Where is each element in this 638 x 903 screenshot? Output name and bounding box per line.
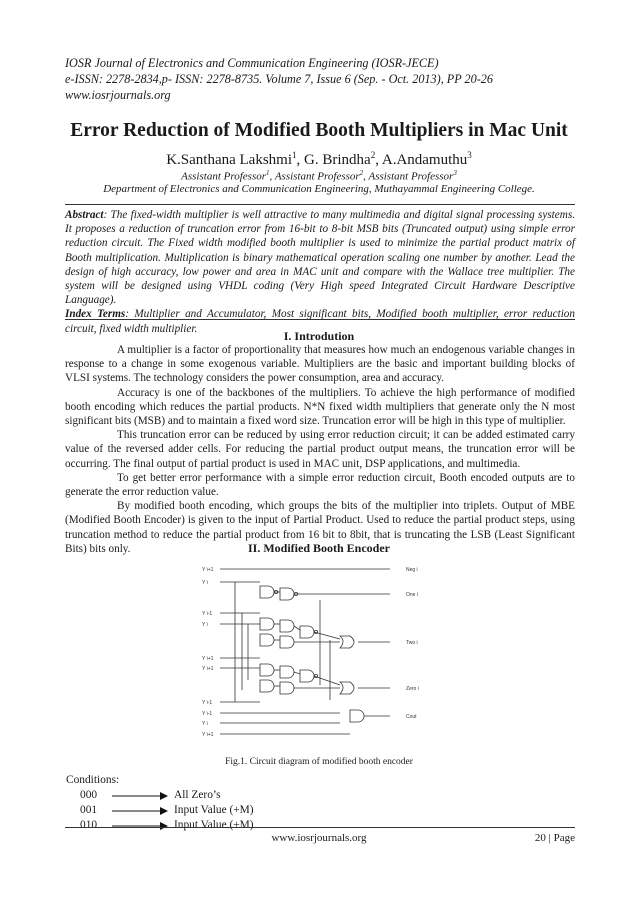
footer-site: www.iosrjournals.org (271, 832, 367, 844)
output-label: Cout (406, 714, 417, 720)
condition-row (80, 788, 254, 803)
and-gate (300, 670, 314, 682)
input-label: Y i (202, 721, 208, 727)
condition-code: 000 (80, 789, 98, 801)
and-gate (260, 680, 274, 692)
input-label: Y i+1 (202, 732, 214, 738)
and-gate (260, 664, 274, 676)
footer-page-number: 20 | Page (534, 832, 575, 844)
wire (294, 626, 300, 630)
input-label: Y i (202, 622, 208, 628)
role-3: , Assistant Professor (363, 170, 454, 183)
journal-header-line3: www.iosrjournals.org (65, 88, 171, 102)
role-2-sup: 2 (359, 169, 364, 177)
and-gate (260, 586, 274, 598)
input-label: Y i-1 (202, 700, 213, 706)
input-label: Y i+1 (202, 567, 214, 573)
index-terms-text: : Multiplier and Accumulator, Most significant bits, Modified booth multiplier, error reduction circuit, fixed width multiplier. (65, 308, 575, 335)
author-1: K.Santhana Lakshmi (166, 152, 293, 168)
role-3-sup: 3 (453, 169, 457, 177)
conditions-title: Conditions: (66, 774, 120, 786)
arrow-right-icon (112, 821, 174, 831)
index-terms-label: Index Terms (65, 308, 126, 321)
wire (314, 632, 340, 639)
output-label: Neg i (406, 567, 418, 573)
condition-row (80, 818, 254, 833)
and-gate (280, 682, 294, 694)
condition-row (80, 803, 254, 818)
section-1-heading: I. Introdution (283, 329, 355, 343)
and-gate (280, 666, 294, 678)
abstract-bottom-rule (65, 319, 575, 320)
arrow-right-icon (112, 791, 174, 801)
paragraph: This truncation error can be reduced by using error reduction circuit; it can be added estimated carry value of the reversed adder cells. For reducing the partial product output means, the truncation error will be occurring. The final output of partial product is used in MAC unit, DSP applications, and multimedia. (65, 429, 575, 470)
output-label: Two i (406, 640, 418, 646)
abstract-text: : The fixed-width multiplier is well attractive to many multimedia and digital signal processing systems. It proposes a reduction of truncation error from 16-bit to 8-bit MSB bits (Truncated output) using simple error reduction circuit. The Fixed width modified booth multiplier is used to minimize the partial product matrix of Booth multiplication. Multiplication is binary mathematical operation scaling one number by another. Lead the design of high accuracy, low power and area in MAC unit and compare with the Wallace tree multiplier. The system will be designed using VHDL coding (Very High speed Integrated Circuit Hardware Descriptive Language). (65, 209, 575, 307)
role-1: Assistant Professor (181, 170, 267, 183)
and-gate (260, 634, 274, 646)
and-gate (280, 620, 294, 632)
section-2-heading: II. Modified Booth Encoder (247, 541, 390, 555)
paper-title: Error Reduction of Modified Booth Multipliers in Mac Unit (70, 120, 568, 141)
booth-encoder-circuit-diagram (200, 560, 440, 745)
role-2: , Assistant Professor (269, 170, 360, 183)
paragraph: To get better error performance with a simple error reduction circuit, Booth encoded outputs are to generate the error reduction value. (65, 471, 575, 499)
or-gate (340, 682, 354, 694)
and-gate (280, 588, 294, 600)
abstract-top-rule (65, 204, 575, 205)
input-label: Y i (202, 580, 208, 586)
condition-value: All Zero’s (174, 789, 221, 801)
section-1-body (65, 343, 575, 556)
paragraph: By modified booth encoding, which groups the bits of the multiplier into triplets. Output of MBE (Modified Booth Encoder) is given to the input of Partial Product. Used to reduce the partial product steps, using truncation method to reduce the partial product from 16 bit to 8bit, that is truncating the LSB (Least Significant Bits) bits only. (65, 500, 575, 555)
input-label: Y i+1 (202, 666, 214, 672)
paragraph: Accuracy is one of the backbones of the multipliers. To achieve the high performance of modified booth encoding which reduces the partial products. N*N fixed width multipliers that generate only the N most significant bits (MSB) and to maintain a fixed word size. Truncation error will be high in this type of multiplier. (65, 386, 575, 428)
output-label: One i (406, 592, 418, 598)
or-gate (340, 636, 354, 648)
role-1-sup: 1 (266, 169, 270, 177)
condition-value: Input Value (+M) (174, 804, 254, 816)
input-label: Y i-1 (202, 711, 213, 717)
input-label: Y i+1 (202, 656, 214, 662)
and-gate (260, 618, 274, 630)
author-2: , G. Brindha (296, 152, 371, 168)
paragraph: A multiplier is a factor of proportionality that measures how much an endogenous variable changes in response to a change in some exogenous variable. Multipliers are the basic and important building blocks of VLSI systems. The technology considers the power consumption, area and accuracy. (65, 344, 575, 385)
footer-rule (65, 827, 575, 828)
input-label: Y i-1 (202, 611, 213, 617)
condition-code: 010 (80, 819, 98, 831)
journal-header-line2: e-ISSN: 2278-2834,p- ISSN: 2278-8735. Volume 7, Issue 6 (Sep. - Oct. 2013), PP 20-26 (65, 72, 493, 86)
author-roles (0, 169, 638, 183)
author-2-sup: 2 (370, 150, 376, 160)
wire (314, 676, 340, 685)
and-gate (280, 636, 294, 648)
abstract-label: Abstract (65, 209, 104, 221)
and-gate (350, 710, 364, 722)
author-3: , A.Andamuthu (375, 152, 468, 168)
author-list (0, 150, 638, 169)
figure-caption: Fig.1. Circuit diagram of modified booth encoder (225, 757, 413, 767)
author-3-sup: 3 (467, 150, 472, 160)
and-gate (300, 626, 314, 638)
condition-code: 001 (80, 804, 98, 816)
output-label: Zero i (406, 686, 419, 692)
condition-value: Input Value (+M) (174, 819, 254, 831)
journal-header-line1: IOSR Journal of Electronics and Communication Engineering (IOSR-JECE) (65, 56, 439, 70)
conditions-block (66, 773, 254, 833)
author-1-sup: 1 (292, 150, 297, 160)
arrow-right-icon (112, 806, 174, 816)
affiliation: Department of Electronics and Communication Engineering, Muthayammal Engineering College. (103, 183, 535, 195)
wire (294, 672, 300, 674)
abstract (65, 208, 575, 336)
